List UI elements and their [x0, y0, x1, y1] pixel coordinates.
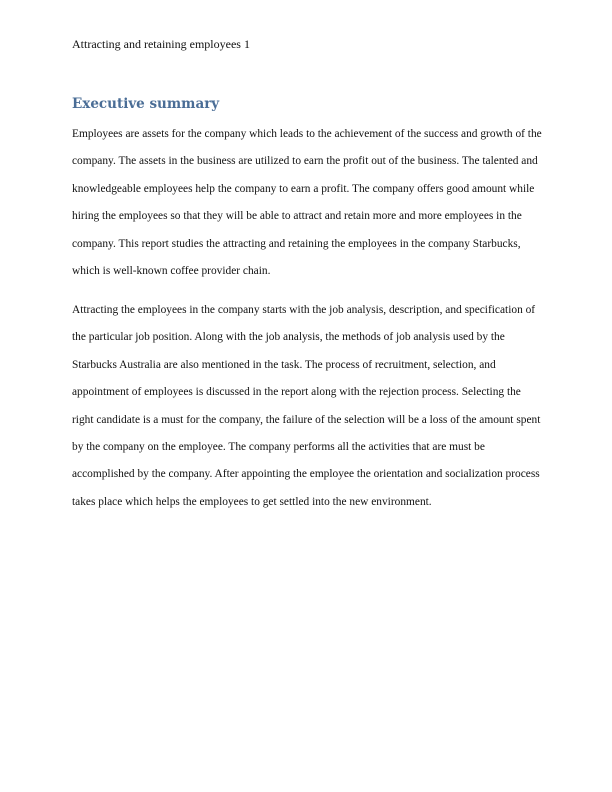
body-paragraph-1: Employees are assets for the company which leads to the achievement of the success and growth of the company. The assets in the business are utilized to earn the profit out of the business. The talented and knowledgeable employees help the company to earn a profit. The company offers good amount while hiring the employees so that they will be able to attract and retain more and more employees in the company. This report studies the attracting and retaining the employees in the company Starbucks, which is well-known coffee provider chain.	[72, 128, 542, 278]
running-header: Attracting and retaining employees 1	[72, 37, 250, 51]
section-heading: Executive summary	[72, 96, 220, 112]
body-paragraph-2: Attracting the employees in the company starts with the job analysis, description, and specification of the particular job position. Along with the job analysis, the methods of job analysis used by the Starbucks Australia are also mentioned in the task. The process of recruitment, selection, and appointment of employees is discussed in the report along with the rejection process. Selecting the right candidate is a must for the company, the failure of the selection will be a loss of the amount spent by the company on the employee. The company performs all the activities that are must be accomplished by the company. After appointing the employee the orientation and socialization process takes place which helps the employees to get settled into the new environment.	[72, 304, 541, 508]
